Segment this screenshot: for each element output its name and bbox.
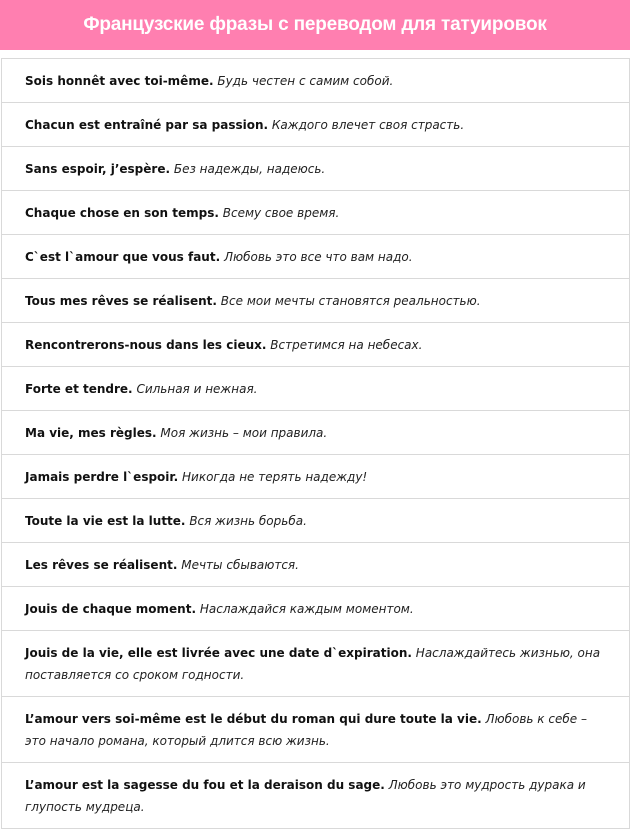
russian-translation: Будь честен с самим собой. [217, 74, 394, 88]
phrase-row [2, 191, 629, 235]
russian-translation: Никогда не терять надежду! [182, 470, 368, 484]
russian-translation: Наслаждайтесь жизнью, она поставляется со сроком годности. [25, 646, 601, 682]
french-phrase: C`est l`amour que vous faut. [25, 250, 221, 264]
phrase-row [2, 587, 629, 631]
phrase-row [2, 455, 629, 499]
russian-translation: Любовь это мудрость дурака и глупость мудреца. [25, 778, 586, 814]
russian-translation: Любовь это все что вам надо. [223, 250, 413, 264]
french-phrase: Forte et tendre. [25, 382, 133, 396]
russian-translation: Моя жизнь – мои правила. [160, 426, 328, 440]
russian-translation: Без надежды, надеюсь. [173, 162, 326, 176]
french-phrase: Chacun est entraîné par sa passion. [25, 118, 269, 132]
russian-translation: Мечты сбываются. [181, 558, 299, 572]
phrase-row [2, 631, 629, 697]
phrase-row [2, 499, 629, 543]
russian-translation: Вся жизнь борьба. [189, 514, 307, 528]
phrase-row [2, 411, 629, 455]
phrase-row [2, 323, 629, 367]
french-phrase: Sans espoir, j’espère. [25, 162, 171, 176]
french-phrase: Toute la vie est la lutte. [25, 514, 186, 528]
russian-translation: Наслаждайся каждым моментом. [199, 602, 414, 616]
french-phrase: Jamais perdre l`espoir. [25, 470, 179, 484]
page-title: Французские фразы с переводом для татуировок [0, 0, 630, 50]
russian-translation: Всему свое время. [222, 206, 340, 220]
phrase-row [2, 147, 629, 191]
french-phrase: Jouis de la vie, elle est livrée avec une date d`expiration. [25, 646, 412, 660]
phrase-row [2, 235, 629, 279]
french-phrase: Jouis de chaque moment. [25, 602, 197, 616]
russian-translation: Встретимся на небесах. [270, 338, 423, 352]
phrase-row [2, 59, 629, 103]
phrase-row [2, 697, 629, 763]
french-phrase: Tous mes rêves se réalisent. [25, 294, 217, 308]
french-phrase: L’amour est la sagesse du fou et la deraison du sage. [25, 778, 385, 792]
french-phrase: Sois honnêt avec toi-même. [25, 74, 214, 88]
phrases-table [1, 58, 630, 829]
phrase-row [2, 279, 629, 323]
russian-translation: Любовь к себе – это начало романа, который длится всю жизнь. [25, 712, 587, 748]
phrase-row [2, 367, 629, 411]
french-phrase: L’amour vers soi-même est le début du roman qui dure toute la vie. [25, 712, 482, 726]
phrase-row [2, 543, 629, 587]
phrase-row [2, 763, 629, 829]
russian-translation: Сильная и нежная. [136, 382, 258, 396]
french-phrase: Chaque chose en son temps. [25, 206, 219, 220]
french-phrase: Ma vie, mes règles. [25, 426, 157, 440]
phrase-row [2, 103, 629, 147]
russian-translation: Каждого влечет своя страсть. [271, 118, 465, 132]
russian-translation: Все мои мечты становятся реальностью. [220, 294, 481, 308]
french-phrase: Les rêves se réalisent. [25, 558, 178, 572]
french-phrase: Rencontrerons-nous dans les cieux. [25, 338, 267, 352]
